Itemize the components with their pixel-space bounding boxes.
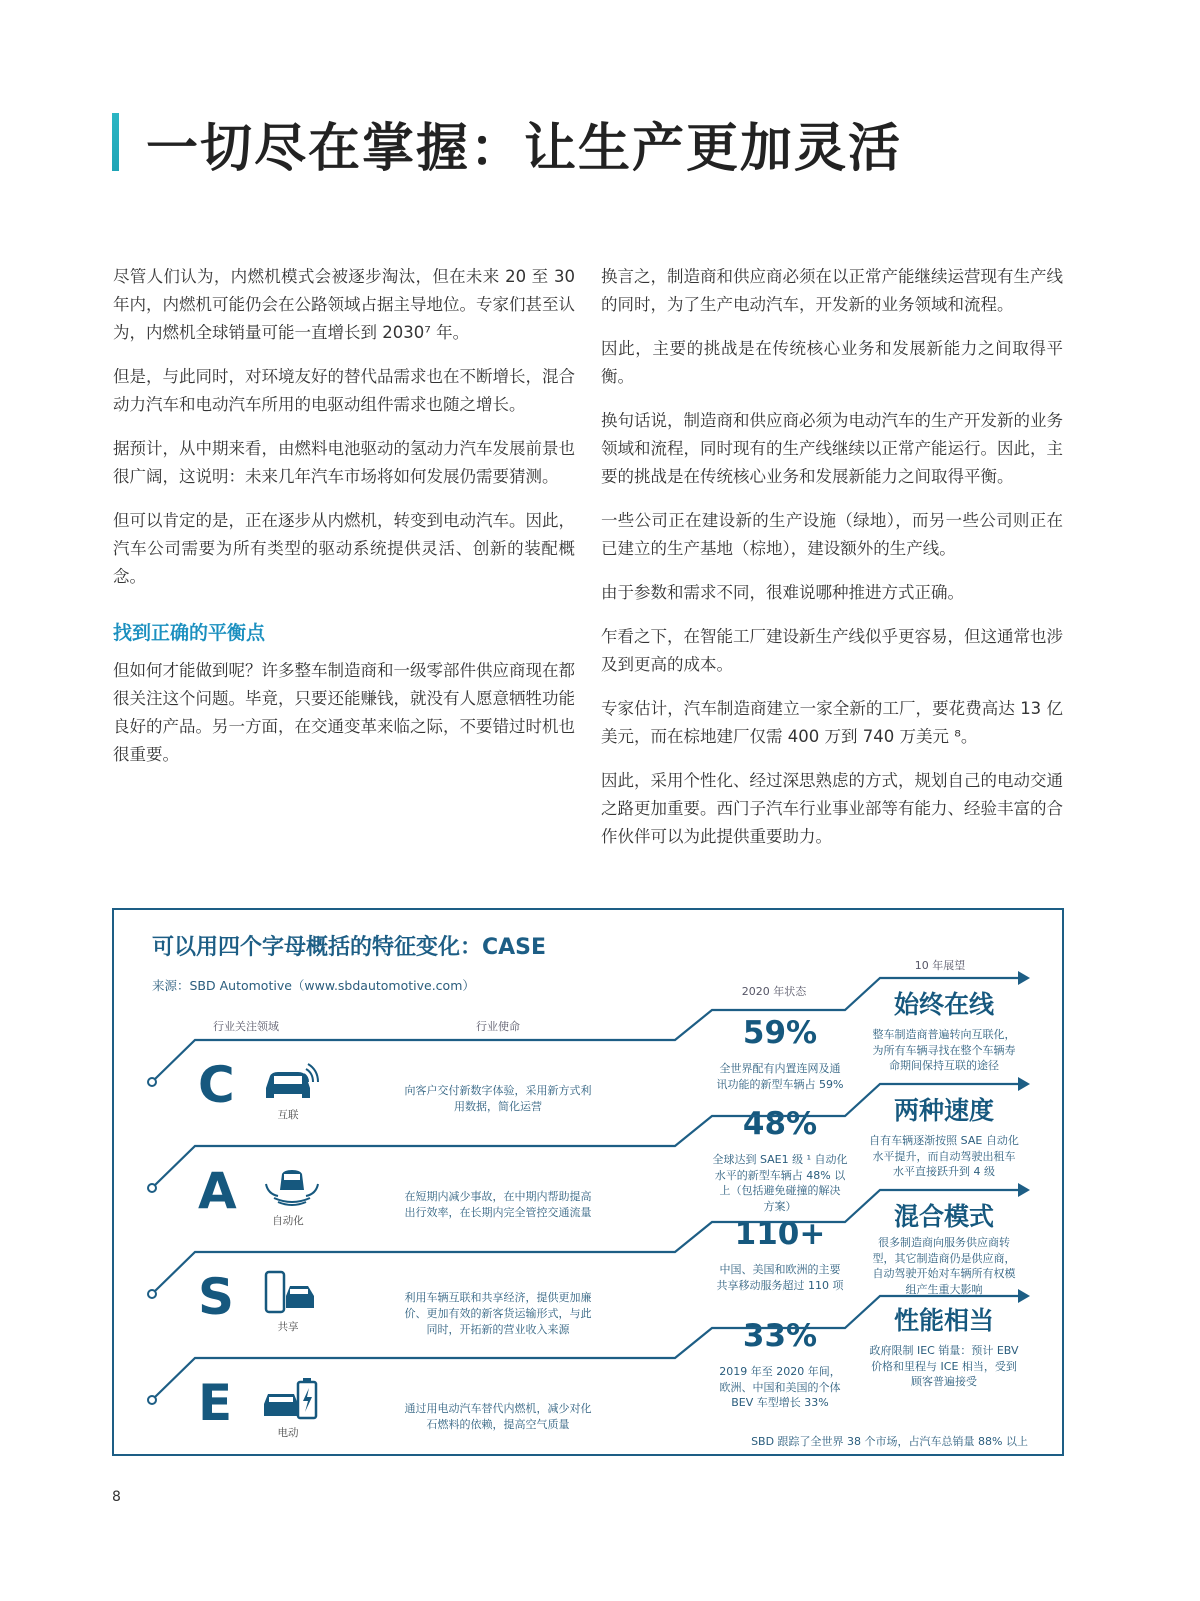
left-column [113,263,575,785]
case-infographic [112,908,1064,1456]
autonomous-car-icon [260,1164,324,1212]
paragraph: 因此，采用个性化、经过深思熟虑的方式，规划自己的电动交通之路更加重要。西门子汽车行业事业部等有能力、经验丰富的合作伙伴可以为此提供重要助力。 [601,771,1063,846]
stat-description [712,1152,847,1214]
paragraph: 据预计，从中期来看，由燃料电池驱动的氢动力汽车发展前景也很广阔，这说明：未来几年汽车市场将如何发展仍需要猜测。 [113,439,575,486]
mission-line: 利用车辆互联和共享经济，提供更加廉 [404,1291,592,1304]
focus-label: 共享 [277,1321,299,1333]
outlook-line: 命期间保持互联的途径 [889,1059,999,1072]
stat-line: 水平的新型车辆占 48% 以 [714,1168,846,1182]
paragraph: 一些公司正在建设新的生产设施（绿地），而另一些公司则正在已建立的生产基地（棕地），建设额外的生产线。 [601,511,1063,558]
mission-text [405,1189,592,1221]
mission-line: 石燃料的依赖，提高空气质量 [426,1418,570,1431]
outlook-description [869,1343,1018,1390]
header-mission: 行业使命 [476,1020,520,1033]
page-title: 一切尽在掌握：让生产更加灵活 [146,119,903,179]
outlook-line: 组产生重大影响 [905,1282,983,1296]
focus-label: 电动 [277,1427,299,1439]
paragraph: 换言之，制造商和供应商必须在以正常产能继续运营现有生产线的同时，为了生产电动汽车，开发新的业务领域和流程。 [601,267,1063,314]
stat-line: 共享移动服务超过 110 项 [716,1278,844,1292]
stat-value: 59% [742,1015,818,1051]
stat-line: 方案） [763,1199,797,1213]
paragraph: 但如何才能做到呢？许多整车制造商和一级零部件供应商现在都很关注这个问题。毕竟，只要还能赚钱，就没有人愿意牺牲功能良好的产品。另一方面，在交通变革来临之际，不要错过时机也很重要。 [113,661,575,764]
outlook-line: 为所有车辆寻找在整个车辆寿 [872,1043,1016,1057]
stat-line: BEV 车型增长 33% [731,1396,829,1409]
section-subheading: 找到正确的平衡点 [113,622,266,644]
outlook-line: 整车制造商普遍转向互联化， [872,1028,1016,1041]
infographic-footer: SBD 跟踪了全世界 38 个市场，占汽车总销量 88% 以上 [751,1435,1028,1448]
outlook-title: 始终在线 [893,990,995,1019]
infographic-title: 可以用四个字母概括的特征变化：CASE [152,935,547,960]
mission-text [405,1290,592,1338]
stat-value: 110+ [734,1216,826,1252]
outlook-line: 顾客普遍接受 [911,1375,977,1388]
paragraph: 尽管人们认为，内燃机模式会被逐步淘汰，但在未来 20 至 30 年内，内燃机可能仍会在公路领域占据主导地位。专家们甚至认为，内燃机全球销量可能一直增长到 2030⁷ 年。 [113,267,575,342]
stat-line: 欧洲、中国和美国的个体 [719,1380,841,1394]
outlook-line: 很多制造商向服务供应商转 [878,1236,1010,1249]
mission-text [405,1401,592,1433]
outlook-line: 水平提升，而自动驾驶出租车 [872,1149,1016,1163]
mission-line: 用数据，简化运营 [454,1100,542,1113]
paragraph: 但可以肯定的是，正在逐步从内燃机，转变到电动汽车。因此，汽车公司需要为所有类型的驱动系统提供灵活、创新的装配概念。 [113,511,575,586]
stat-line: 上（包括避免碰撞的解决 [719,1184,841,1197]
connected-car-icon [260,1058,324,1106]
mission-line: 向客户交付新数字体验，采用新方式利 [404,1084,592,1097]
case-letter: S [198,1268,235,1326]
outlook-line: 自有车辆逐渐按照 SAE 自动化 [869,1134,1019,1147]
outlook-line: 型，其它制造商仍是供应商， [872,1251,1016,1265]
stat-value: 33% [742,1318,818,1354]
stat-line: 全世界配有内置连网及通 [719,1062,841,1075]
stat-description [719,1364,840,1411]
electric-car-icon [260,1376,324,1424]
stat-line: 中国、美国和欧洲的主要 [719,1263,841,1276]
mission-text [405,1083,592,1115]
paragraph: 因此，主要的挑战是在传统核心业务和发展新能力之间取得平衡。 [601,339,1063,386]
mission-line: 价、更加有效的新客货运输形式，与此 [404,1307,592,1320]
stat-description [717,1262,844,1293]
header-focus: 行业关注领域 [213,1020,279,1033]
focus-label: 互联 [277,1109,299,1121]
case-letter: A [198,1162,237,1220]
outlook-line: 价格和里程与 ICE 相当，受到 [871,1359,1017,1373]
outlook-description [873,1027,1016,1074]
stat-value: 48% [742,1106,818,1142]
outlook-line: 水平直接跃升到 4 级 [893,1165,995,1178]
outlook-line: 自动驾驶开始对车辆所有权模 [872,1267,1016,1280]
case-letter: E [198,1374,233,1432]
stat-line: 讯功能的新型车辆占 59% [716,1077,844,1091]
header-10yr: 10 年展望 [914,959,966,972]
right-column [601,263,1063,867]
paragraph: 但是，与此同时，对环境友好的替代品需求也在不断增长，混合动力汽车和电动汽车所用的电驱动组件需求也随之增长。 [113,367,575,414]
outlook-line: 政府限制 IEC 销量：预计 EBV [869,1344,1019,1357]
mission-line: 出行效率，在长期内完全管控交通流量 [404,1206,592,1219]
stat-line: 全球达到 SAE1 级 ¹ 自动化 [712,1153,848,1166]
outlook-description [869,1133,1019,1180]
focus-label: 自动化 [272,1215,304,1227]
paragraph: 换句话说，制造商和供应商必须为电动汽车的生产开发新的业务领域和流程，同时现有的生产线继续以正常产能运行。因此，主要的挑战是在传统核心业务和发展新能力之间取得平衡。 [601,411,1063,486]
outlook-title: 性能相当 [893,1306,995,1335]
stat-line: 2019 年至 2020 年间， [719,1365,841,1378]
infographic-source: 来源：SBD Automotive（www.sbdautomotive.com） [152,978,475,993]
paragraph: 专家估计，汽车制造商建立一家全新的工厂，要花费高达 13 亿美元，而在棕地建厂仅需 400 万到 740 万美元 ⁸。 [601,699,1063,746]
paragraph: 乍看之下，在智能工厂建设新生产线似乎更容易，但这通常也涉及到更高的成本。 [601,627,1063,674]
outlook-description [873,1235,1016,1297]
page-number: 8 [112,1489,121,1505]
outlook-title: 混合模式 [893,1202,995,1231]
case-letter: C [198,1056,235,1114]
mission-line: 通过用电动汽车替代内燃机，减少对化 [404,1402,592,1415]
outlook-title: 两种速度 [893,1096,995,1125]
paragraph: 由于参数和需求不同，很难说哪种推进方式正确。 [601,583,964,602]
mission-line: 同时，开拓新的营业收入来源 [426,1323,570,1336]
mission-line: 在短期内减少事故，在中期内帮助提高 [404,1190,592,1203]
shared-car-icon [260,1270,324,1318]
title-accent-bar [112,113,119,171]
header-2020: 2020 年状态 [741,985,807,998]
stat-description [717,1061,844,1092]
